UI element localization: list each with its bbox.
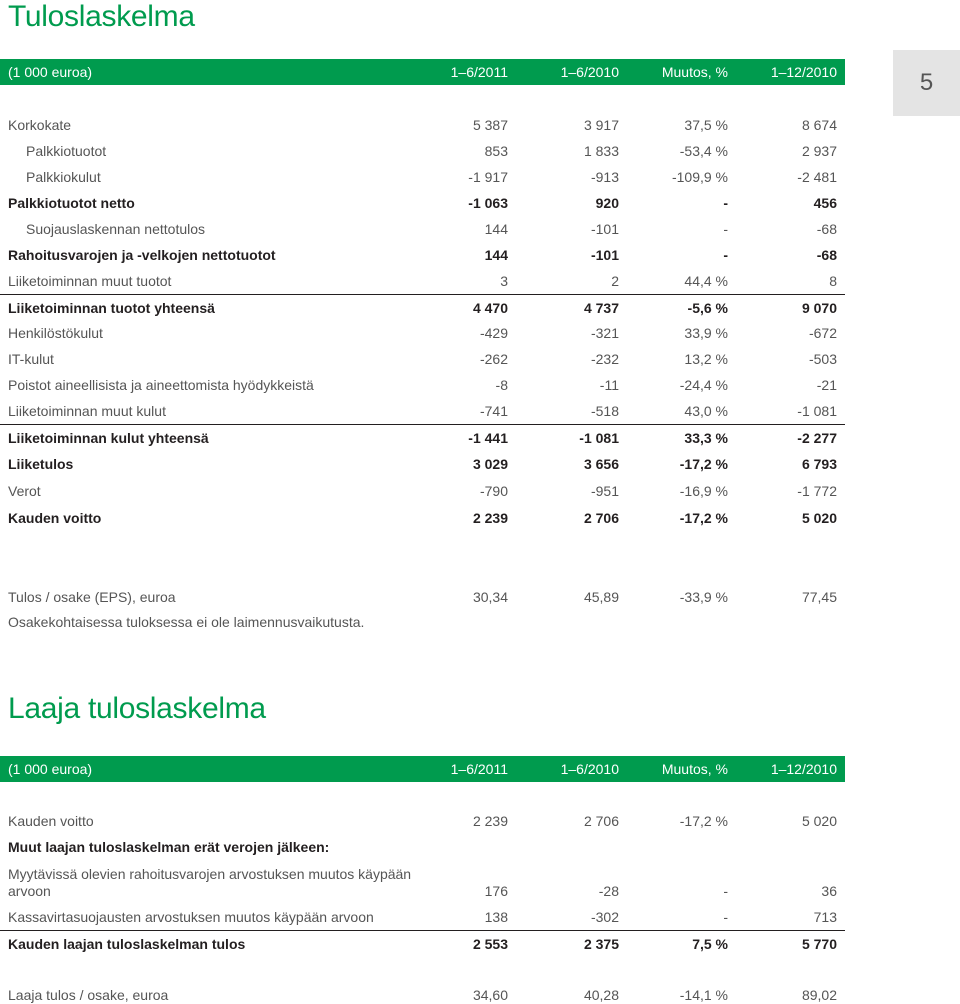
row-label: Kauden voitto — [8, 813, 94, 829]
row-value: -5,6 % — [687, 300, 728, 316]
row-value: -232 — [590, 351, 619, 367]
row-value: 2 553 — [472, 936, 508, 952]
table-row — [0, 268, 845, 294]
table-row-total — [0, 451, 845, 477]
page-number-tab: 5 — [893, 50, 960, 116]
section-title: Laaja tuloslaskelma — [8, 692, 266, 725]
row-value: 138 — [484, 909, 508, 925]
row-value: -1 063 — [468, 195, 508, 211]
header-col-h1-2010: 1–6/2010 — [560, 761, 619, 777]
header-col-change: Muutos, % — [661, 64, 728, 80]
row-value: -109,9 % — [671, 169, 728, 185]
table-row-total — [0, 424, 845, 450]
row-label-line1: Myytävissä olevien rahoitusvarojen arvostuksen muutos käypään — [8, 866, 412, 882]
row-value: 3 — [500, 273, 508, 289]
row-value: 43,0 % — [684, 403, 728, 419]
table-row — [0, 398, 845, 424]
row-value: 44,4 % — [684, 273, 728, 289]
row-value: 853 — [484, 143, 508, 159]
row-value: 5 020 — [801, 813, 837, 829]
row-label: Liiketoiminnan kulut yhteensä — [8, 430, 209, 446]
row-value: -17,2 % — [679, 510, 728, 526]
page-title: Tuloslaskelma — [8, 0, 195, 33]
row-value: 8 — [829, 273, 837, 289]
table-row — [0, 138, 845, 164]
row-value: -2 481 — [797, 169, 837, 185]
row-value: -321 — [590, 325, 619, 341]
row-value: -16,9 % — [679, 483, 728, 499]
row-value: 33,3 % — [684, 430, 728, 446]
row-value: -68 — [816, 221, 837, 237]
row-value: - — [723, 221, 728, 237]
row-value: -1 081 — [579, 430, 619, 446]
row-value: 37,5 % — [684, 117, 728, 133]
row-value: -8 — [495, 377, 508, 393]
eps-value: 34,60 — [472, 987, 508, 1003]
table-row — [0, 320, 845, 346]
row-value: 5 020 — [801, 510, 837, 526]
row-value: -2 277 — [797, 430, 837, 446]
row-value: -1 917 — [468, 169, 508, 185]
row-label: Palkkiotuotot — [26, 143, 107, 159]
row-value: 4 737 — [583, 300, 619, 316]
row-value: -302 — [590, 909, 619, 925]
row-label: Liiketulos — [8, 456, 74, 472]
header-col-h1-2011: 1–6/2011 — [450, 64, 508, 80]
eps-label: Tulos / osake (EPS), euroa — [8, 589, 176, 605]
row-label: Poistot aineellisista ja aineettomista hyödykkeistä — [8, 377, 314, 393]
row-value: 6 793 — [801, 456, 837, 472]
table-row — [0, 478, 845, 504]
eps-label: Laaja tulos / osake, euroa — [8, 987, 169, 1003]
row-value: 920 — [595, 195, 619, 211]
row-value: -790 — [479, 483, 508, 499]
row-label-line2: arvoon — [8, 883, 51, 899]
row-value: 1 833 — [583, 143, 619, 159]
row-value: 713 — [813, 909, 837, 925]
table-row — [0, 372, 845, 398]
row-label: Korkokate — [8, 117, 72, 133]
row-value: 5 770 — [801, 936, 837, 952]
table-row-subtotal — [0, 190, 845, 216]
row-value: 2 239 — [472, 813, 508, 829]
row-value: - — [723, 883, 728, 899]
row-label: Kauden laajan tuloslaskelman tulos — [8, 936, 246, 952]
table-row-total — [0, 294, 845, 320]
row-value: -1 772 — [797, 483, 837, 499]
row-value: 36 — [821, 883, 837, 899]
row-value: 33,9 % — [684, 325, 728, 341]
row-value: -21 — [816, 377, 837, 393]
row-value: 2 — [611, 273, 619, 289]
row-value: 7,5 % — [692, 936, 728, 952]
row-value: 5 387 — [472, 117, 508, 133]
table-row-total — [0, 930, 845, 956]
header-col-h1-2011: 1–6/2011 — [450, 761, 508, 777]
row-value: -101 — [590, 247, 619, 263]
row-value: 8 674 — [801, 117, 837, 133]
row-value: -672 — [808, 325, 837, 341]
row-value: -503 — [808, 351, 837, 367]
row-value: -741 — [479, 403, 508, 419]
eps-value: -14,1 % — [679, 987, 728, 1003]
row-label: Rahoitusvarojen ja -velkojen nettotuotot — [8, 247, 276, 263]
row-value: 13,2 % — [684, 351, 728, 367]
comprehensive-table-header — [0, 756, 845, 782]
row-value: 176 — [484, 883, 508, 899]
row-value: -262 — [479, 351, 508, 367]
row-value: 144 — [484, 221, 508, 237]
eps-value: 30,34 — [472, 589, 508, 605]
row-label: Liiketoiminnan muut tuotot — [8, 273, 172, 289]
table-row — [0, 216, 845, 242]
row-value: - — [723, 909, 728, 925]
income-table-header — [0, 59, 845, 85]
row-label: Muut laajan tuloslaskelman erät verojen jälkeen: — [8, 839, 330, 855]
row-value: 2 706 — [583, 813, 619, 829]
table-row — [0, 860, 845, 900]
row-value: -24,4 % — [679, 377, 728, 393]
row-value: -913 — [590, 169, 619, 185]
comprehensive-eps-row — [0, 982, 845, 1004]
row-value: -1 081 — [797, 403, 837, 419]
table-row-subheading — [0, 834, 845, 860]
table-row-subtotal — [0, 242, 845, 268]
table-row — [0, 904, 845, 930]
row-label: Verot — [8, 483, 41, 499]
table-row — [0, 346, 845, 372]
row-value: 3 917 — [583, 117, 619, 133]
row-label: Liiketoiminnan muut kulut — [8, 403, 166, 419]
header-unit: (1 000 euroa) — [8, 761, 93, 777]
row-value: 2 937 — [801, 143, 837, 159]
row-value: 456 — [813, 195, 837, 211]
row-value: - — [723, 195, 728, 211]
header-col-h1-2010: 1–6/2010 — [560, 64, 619, 80]
row-label: Liiketoiminnan tuotot yhteensä — [8, 300, 215, 316]
table-row — [0, 164, 845, 190]
row-value: 3 656 — [583, 456, 619, 472]
row-label: Suojauslaskennan nettotulos — [26, 221, 206, 237]
eps-value: 45,89 — [583, 589, 619, 605]
row-value: -68 — [816, 247, 837, 263]
row-label: IT-kulut — [8, 351, 54, 367]
header-unit: (1 000 euroa) — [8, 64, 93, 80]
row-value: -951 — [590, 483, 619, 499]
row-value: 144 — [484, 247, 508, 263]
row-value: -53,4 % — [679, 143, 728, 159]
eps-value: -33,9 % — [679, 589, 728, 605]
row-value: -429 — [479, 325, 508, 341]
row-value: -17,2 % — [679, 813, 728, 829]
row-label: Kassavirtasuojausten arvostuksen muutos käypään arvoon — [8, 909, 374, 925]
row-value: 3 029 — [472, 456, 508, 472]
row-value: 9 070 — [801, 300, 837, 316]
eps-value: 77,45 — [801, 589, 837, 605]
eps-value: 89,02 — [801, 987, 837, 1003]
eps-row — [0, 584, 845, 610]
header-col-change: Muutos, % — [661, 761, 728, 777]
row-value: 4 470 — [472, 300, 508, 316]
row-value: 2 375 — [583, 936, 619, 952]
row-label: Palkkiokulut — [26, 169, 101, 185]
row-value: -101 — [590, 221, 619, 237]
row-value: 2 706 — [583, 510, 619, 526]
row-value: - — [723, 247, 728, 263]
row-value: -518 — [590, 403, 619, 419]
row-label: Kauden voitto — [8, 510, 102, 526]
header-col-fy-2010: 1–12/2010 — [770, 761, 837, 777]
row-value: -28 — [598, 883, 619, 899]
eps-note: Osakekohtaisessa tuloksessa ei ole laimennusvaikutusta. — [8, 614, 365, 630]
row-label: Palkkiotuotot netto — [8, 195, 135, 211]
table-row — [0, 112, 845, 138]
row-label: Henkilöstökulut — [8, 325, 103, 341]
row-value: -17,2 % — [679, 456, 728, 472]
header-col-fy-2010: 1–12/2010 — [770, 64, 837, 80]
table-row — [0, 808, 845, 834]
row-value: 2 239 — [472, 510, 508, 526]
row-value: -11 — [599, 377, 619, 393]
table-row-total — [0, 505, 845, 531]
eps-value: 40,28 — [583, 987, 619, 1003]
row-value: -1 441 — [468, 430, 508, 446]
